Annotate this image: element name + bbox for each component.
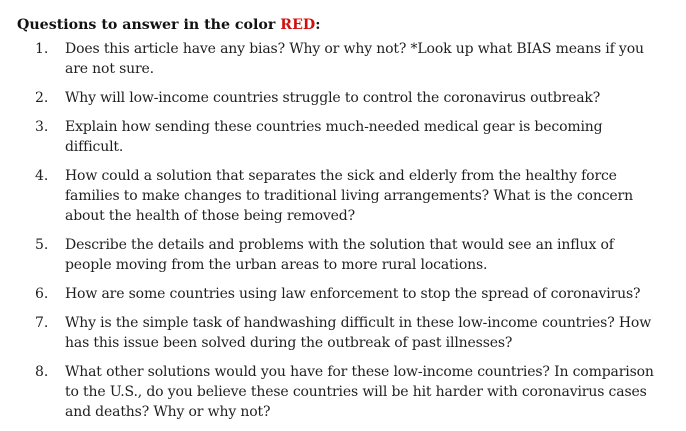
question-item-4	[17, 166, 657, 226]
question-number: 2.	[35, 90, 49, 106]
question-number: 5.	[35, 237, 49, 253]
question-number: 7.	[35, 315, 49, 331]
question-item-5	[17, 235, 657, 275]
question-text: How are some countries using law enforcement to stop the spread of coronavirus?	[65, 286, 641, 302]
question-text: Does this article have any bias? Why or why not? *Look up what BIAS means if you are not sure.	[65, 41, 644, 77]
question-number: 1.	[35, 41, 49, 57]
question-item-6	[17, 284, 657, 304]
question-item-7	[17, 313, 657, 353]
question-sheet	[17, 15, 657, 431]
question-number: 6.	[35, 286, 49, 302]
question-text: What other solutions would you have for these low-income countries? In comparison to the U.S., do you believe these countries will be hit harder with coronavirus cases and deaths? Why or why not?	[65, 364, 654, 420]
question-number: 4.	[35, 168, 49, 184]
question-number: 8.	[35, 364, 49, 380]
question-text: Describe the details and problems with the solution that would see an influx of people moving from the urban areas to more rural locations.	[65, 237, 614, 273]
question-text: Explain how sending these countries much-needed medical gear is becoming difficult.	[65, 119, 603, 155]
question-text: Why will low-income countries struggle to control the coronavirus outbreak?	[65, 90, 601, 106]
question-list	[17, 39, 657, 422]
heading-prefix: Questions to answer in the color	[17, 17, 281, 33]
question-item-8	[17, 362, 657, 422]
instructions-heading	[17, 15, 657, 35]
question-item-1	[17, 39, 657, 79]
question-item-2	[17, 88, 657, 108]
heading-suffix: :	[315, 17, 321, 33]
question-item-3	[17, 117, 657, 157]
question-text: Why is the simple task of handwashing difficult in these low-income countries? How has this issue been solved during the outbreak of past illnesses?	[65, 315, 652, 351]
question-text: How could a solution that separates the sick and elderly from the healthy force families to make changes to traditional living arrangements? What is the concern about the health of those being removed?	[65, 168, 633, 224]
question-number: 3.	[35, 119, 49, 135]
heading-red-word: RED	[280, 17, 316, 33]
